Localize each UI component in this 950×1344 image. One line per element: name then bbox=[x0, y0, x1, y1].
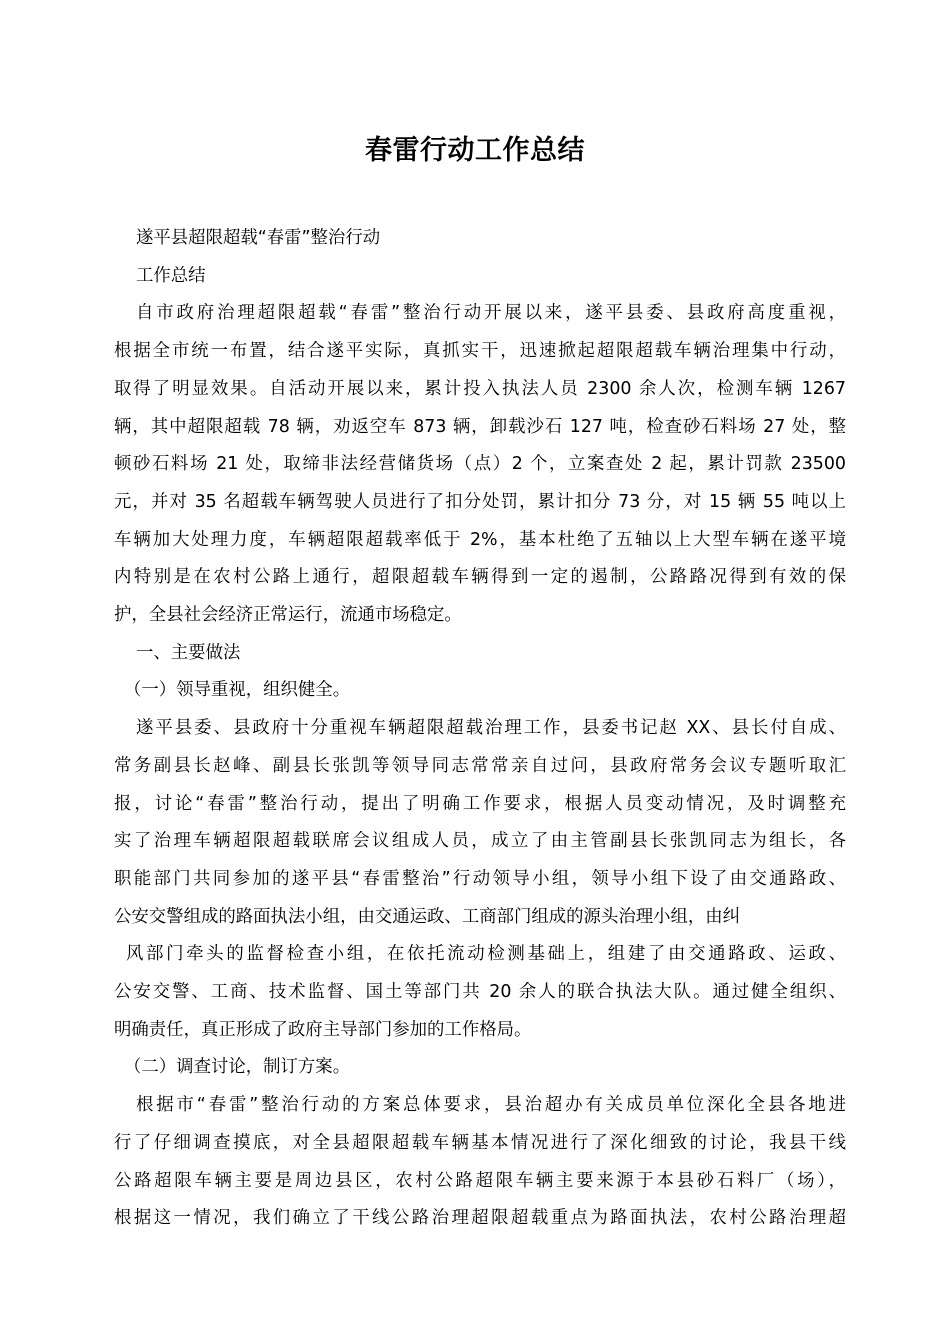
text-line: 实了治理车辆超限超载联席会议组成人员，成立了由主管副县长张凯同志为组长，各 bbox=[114, 831, 846, 852]
text-line: 内特别是在农村公路上通行，超限超载车辆得到一定的遏制，公路路况得到有效的保 bbox=[114, 567, 846, 588]
document-body bbox=[114, 220, 846, 1238]
text-line: 风部门牵头的监督检查小组，在依托流动检测基础上，组建了由交通路政、运政、 bbox=[126, 944, 846, 965]
text-line: 公安交警、工商、技术监督、国土等部门共 20 余人的联合执法大队。通过健全组织、 bbox=[114, 982, 846, 1003]
text-line: 行了仔细调查摸底，对全县超限超载车辆基本情况进行了深化细致的讨论，我县干线 bbox=[114, 1132, 846, 1153]
section-heading: 一、主要做法 bbox=[136, 642, 241, 663]
text-line: 取得了明显效果。自活动开展以来，累计投入执法人员 2300 余人次，检测车辆 1267 bbox=[114, 378, 846, 399]
paragraph-leadership bbox=[114, 710, 846, 936]
paragraph-organization bbox=[114, 936, 846, 1049]
text-line: 根据这一情况，我们确立了干线公路治理超限超载重点为路面执法，农村公路治理超 bbox=[114, 1208, 846, 1229]
text-line: 根据市“春雷”整治行动的方案总体要求，县治超办有关成员单位深化全县各地进 bbox=[136, 1095, 846, 1116]
text-line: 车辆加大处理力度，车辆超限超载率低于 2%，基本杜绝了五轴以上大型车辆在遂平境 bbox=[114, 529, 846, 550]
document-title: 春雷行动工作总结 bbox=[365, 135, 585, 166]
text-line: 职能部门共同参加的遂平县“春雷整治”行动领导小组，领导小组下设了由交通路政、 bbox=[114, 868, 846, 889]
text-line: 报，讨论“春雷”整治行动，提出了明确工作要求，根据人员变动情况，及时调整充 bbox=[114, 793, 846, 814]
heading-line: 遂平县超限超载“春雷”整治行动 bbox=[136, 228, 381, 248]
text-line: 根据全市统一布置，结合遂平实际，真抓实干，迅速掀起超限超载车辆治理集中行动， bbox=[114, 341, 846, 362]
text-line: 辆，其中超限超载 78 辆，劝返空车 873 辆，卸载沙石 127 吨，检查砂石料场 27 处，整 bbox=[114, 416, 846, 437]
text-line: 常务副县长赵峰、副县长张凯等领导同志常常亲自过问，县政府常务会议专题听取汇 bbox=[114, 755, 846, 776]
text-line: 顿砂石料场 21 处，取缔非法经营储货场（点）2 个，立案查处 2 起，累计罚款 23500 bbox=[114, 454, 846, 475]
paragraph-investigation bbox=[114, 1087, 846, 1238]
heading-line: 工作总结 bbox=[136, 265, 206, 286]
subsection-heading: （二）调查讨论，制订方案。 bbox=[124, 1057, 351, 1078]
text-line: 护，全县社会经济正常运行，流通市场稳定。 bbox=[114, 605, 462, 626]
text-line: 公安交警组成的路面执法小组，由交通运政、工商部门组成的源头治理小组，由纠 bbox=[114, 906, 741, 927]
text-line: 遂平县委、县政府十分重视车辆超限超载治理工作，县委书记赵 XX、县长付自成、 bbox=[136, 718, 846, 739]
text-line: 公路超限车辆主要是周边县区，农村公路超限车辆主要来源于本县砂石料厂（场）， bbox=[114, 1170, 846, 1191]
subsection-heading: （一）领导重视，组织健全。 bbox=[124, 680, 351, 701]
text-line: 自市政府治理超限超载“春雷”整治行动开展以来，遂平县委、县政府高度重视， bbox=[136, 303, 846, 324]
paragraph-summary bbox=[114, 295, 846, 634]
text-line: 元，并对 35 名超载车辆驾驶人员进行了扣分处罚，累计扣分 73 分，对 15 辆 55 吨以上 bbox=[114, 491, 846, 512]
text-line: 明确责任，真正形成了政府主导部门参加的工作格局。 bbox=[114, 1019, 532, 1040]
